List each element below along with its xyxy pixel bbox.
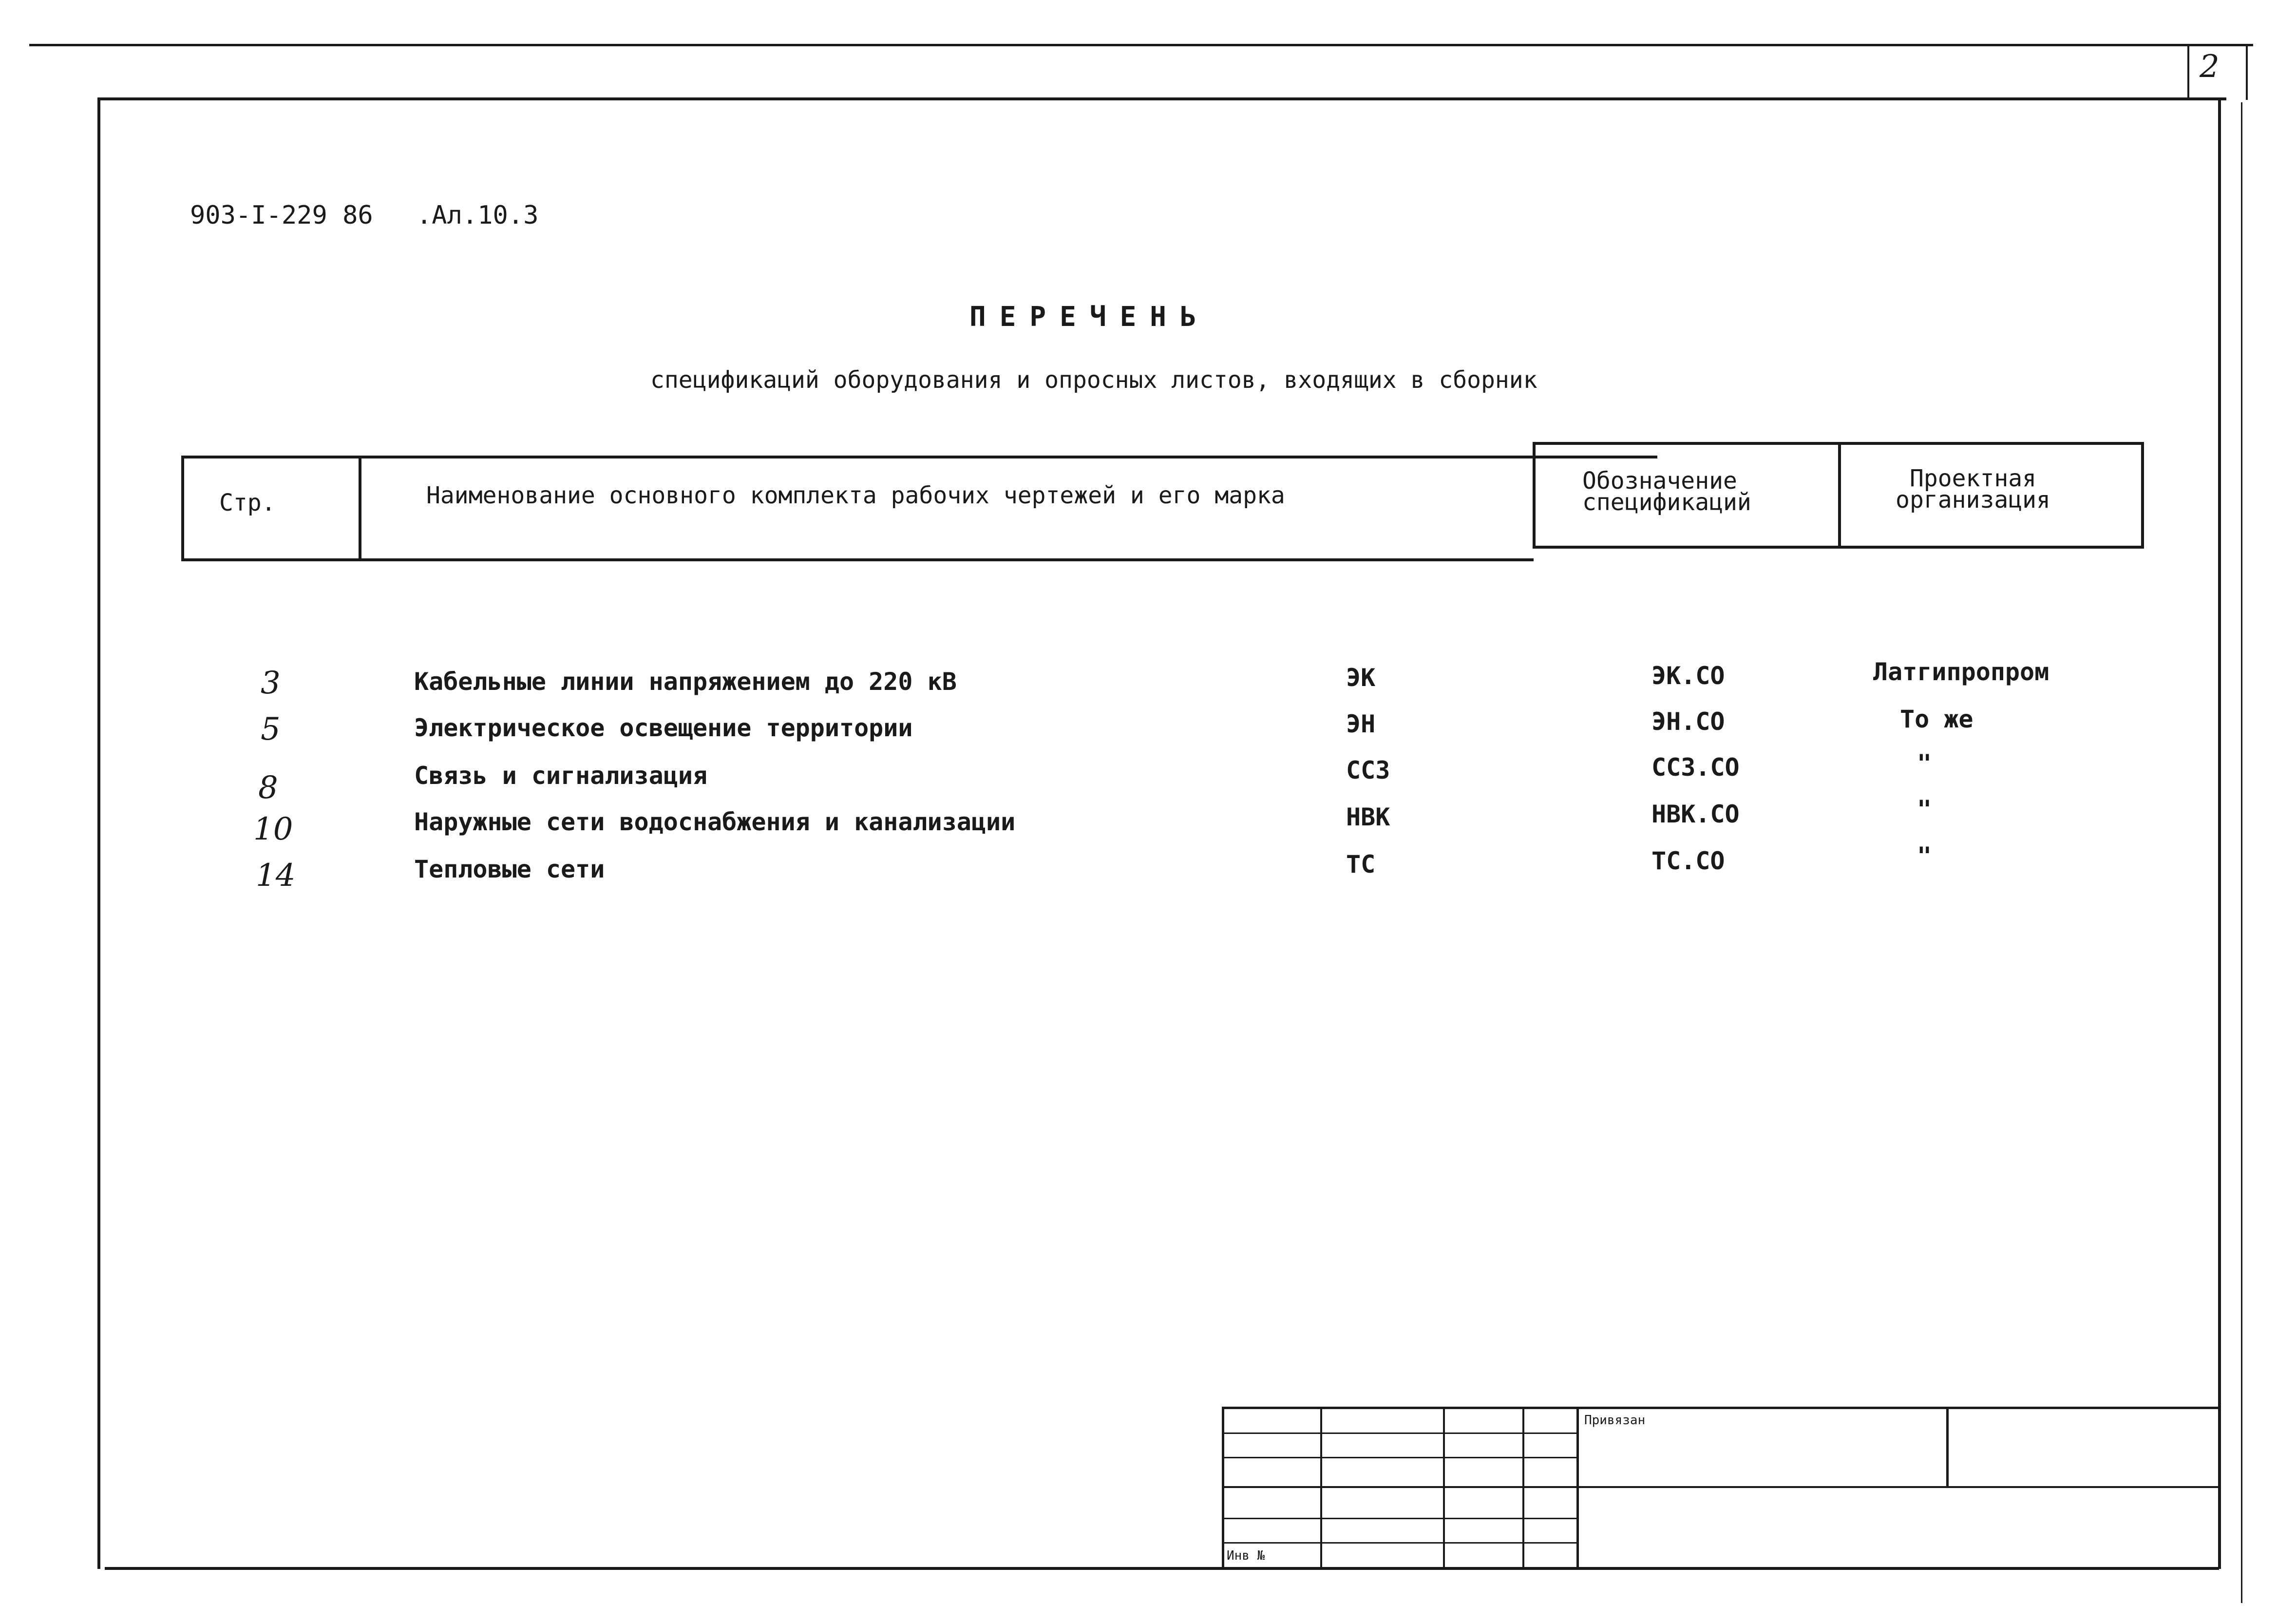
row-org: " xyxy=(1917,749,1932,778)
row-mark: ЭН xyxy=(1346,710,1376,738)
row-spec: НВК.СО xyxy=(1651,800,1740,828)
doc-code: 903-I-229 86 xyxy=(190,201,373,230)
th-col-3 xyxy=(1838,442,1841,549)
th-col-4 xyxy=(2141,442,2144,549)
th-col-0 xyxy=(181,456,184,561)
th-col-1 xyxy=(359,456,361,561)
frame-left xyxy=(97,97,100,1569)
stamp-v3 xyxy=(1522,1407,1524,1569)
row-name: Электрическое освещение территории xyxy=(414,714,913,742)
header-designation: Обозначение спецификаций xyxy=(1582,467,1751,516)
row-org: То же xyxy=(1900,705,1973,733)
page-subtitle: спецификаций оборудования и опросных листов, входящих в сборник xyxy=(650,366,1537,394)
row-mark: ЭК xyxy=(1346,664,1376,692)
th-col-2 xyxy=(1533,442,1536,549)
row-page: 14 xyxy=(256,858,296,894)
header-page: Стр. xyxy=(219,489,276,516)
header-organization: Проектная организация xyxy=(1896,465,2050,514)
row-spec: ССЗ.СО xyxy=(1651,753,1740,782)
row-page: 10 xyxy=(253,811,293,847)
stamp-v2 xyxy=(1443,1407,1445,1569)
row-page: 8 xyxy=(258,770,278,806)
stamp-left xyxy=(1222,1407,1224,1570)
th-top xyxy=(181,456,1657,458)
th-bottom xyxy=(181,558,1534,561)
right-margin-line xyxy=(2241,102,2242,1603)
album-code: .Ал.10.3 xyxy=(417,201,539,230)
row-org: " xyxy=(1917,795,1932,823)
row-spec: ЭК.СО xyxy=(1651,662,1725,690)
row-page: 3 xyxy=(261,665,281,701)
row-name: Тепловые сети xyxy=(414,855,605,883)
stamp-v4 xyxy=(1576,1407,1579,1569)
stamp-bound-label: Привязан xyxy=(1584,1413,1646,1428)
row-spec: ТС.СО xyxy=(1651,847,1725,875)
header-name: Наименование основного комплекта рабочих чертежей и его марка xyxy=(426,482,1285,509)
row-org: Латгипропром xyxy=(1873,658,2049,686)
sheet-box-right xyxy=(2246,46,2248,100)
row-mark: ССЗ xyxy=(1346,756,1390,784)
stamp-top xyxy=(1222,1407,2218,1409)
stamp-inv-label: Инв № xyxy=(1227,1548,1265,1563)
row-org: " xyxy=(1917,842,1932,870)
stamp-v1 xyxy=(1320,1407,1322,1569)
frame-right xyxy=(2218,100,2221,1569)
row-name: Кабельные линии напряжением до 220 кВ xyxy=(414,668,957,696)
row-mark: ТС xyxy=(1346,850,1376,878)
top-edge-line xyxy=(29,44,2253,46)
frame-bottom xyxy=(105,1567,2219,1570)
frame-top xyxy=(97,97,2226,100)
stamp-v5 xyxy=(1946,1407,1949,1487)
row-page: 5 xyxy=(261,711,281,747)
page-title: ПЕРЕЧЕНЬ xyxy=(969,301,1210,333)
row-spec: ЭН.СО xyxy=(1651,707,1725,736)
row-name: Связь и сигнализация xyxy=(414,762,708,790)
row-mark: НВК xyxy=(1346,803,1390,831)
row-name: Наружные сети водоснабжения и канализации xyxy=(414,808,1016,836)
sheet-box-left xyxy=(2187,46,2189,100)
stamp-h3 xyxy=(1222,1486,2218,1488)
sheet-number: 2 xyxy=(2200,49,2220,85)
